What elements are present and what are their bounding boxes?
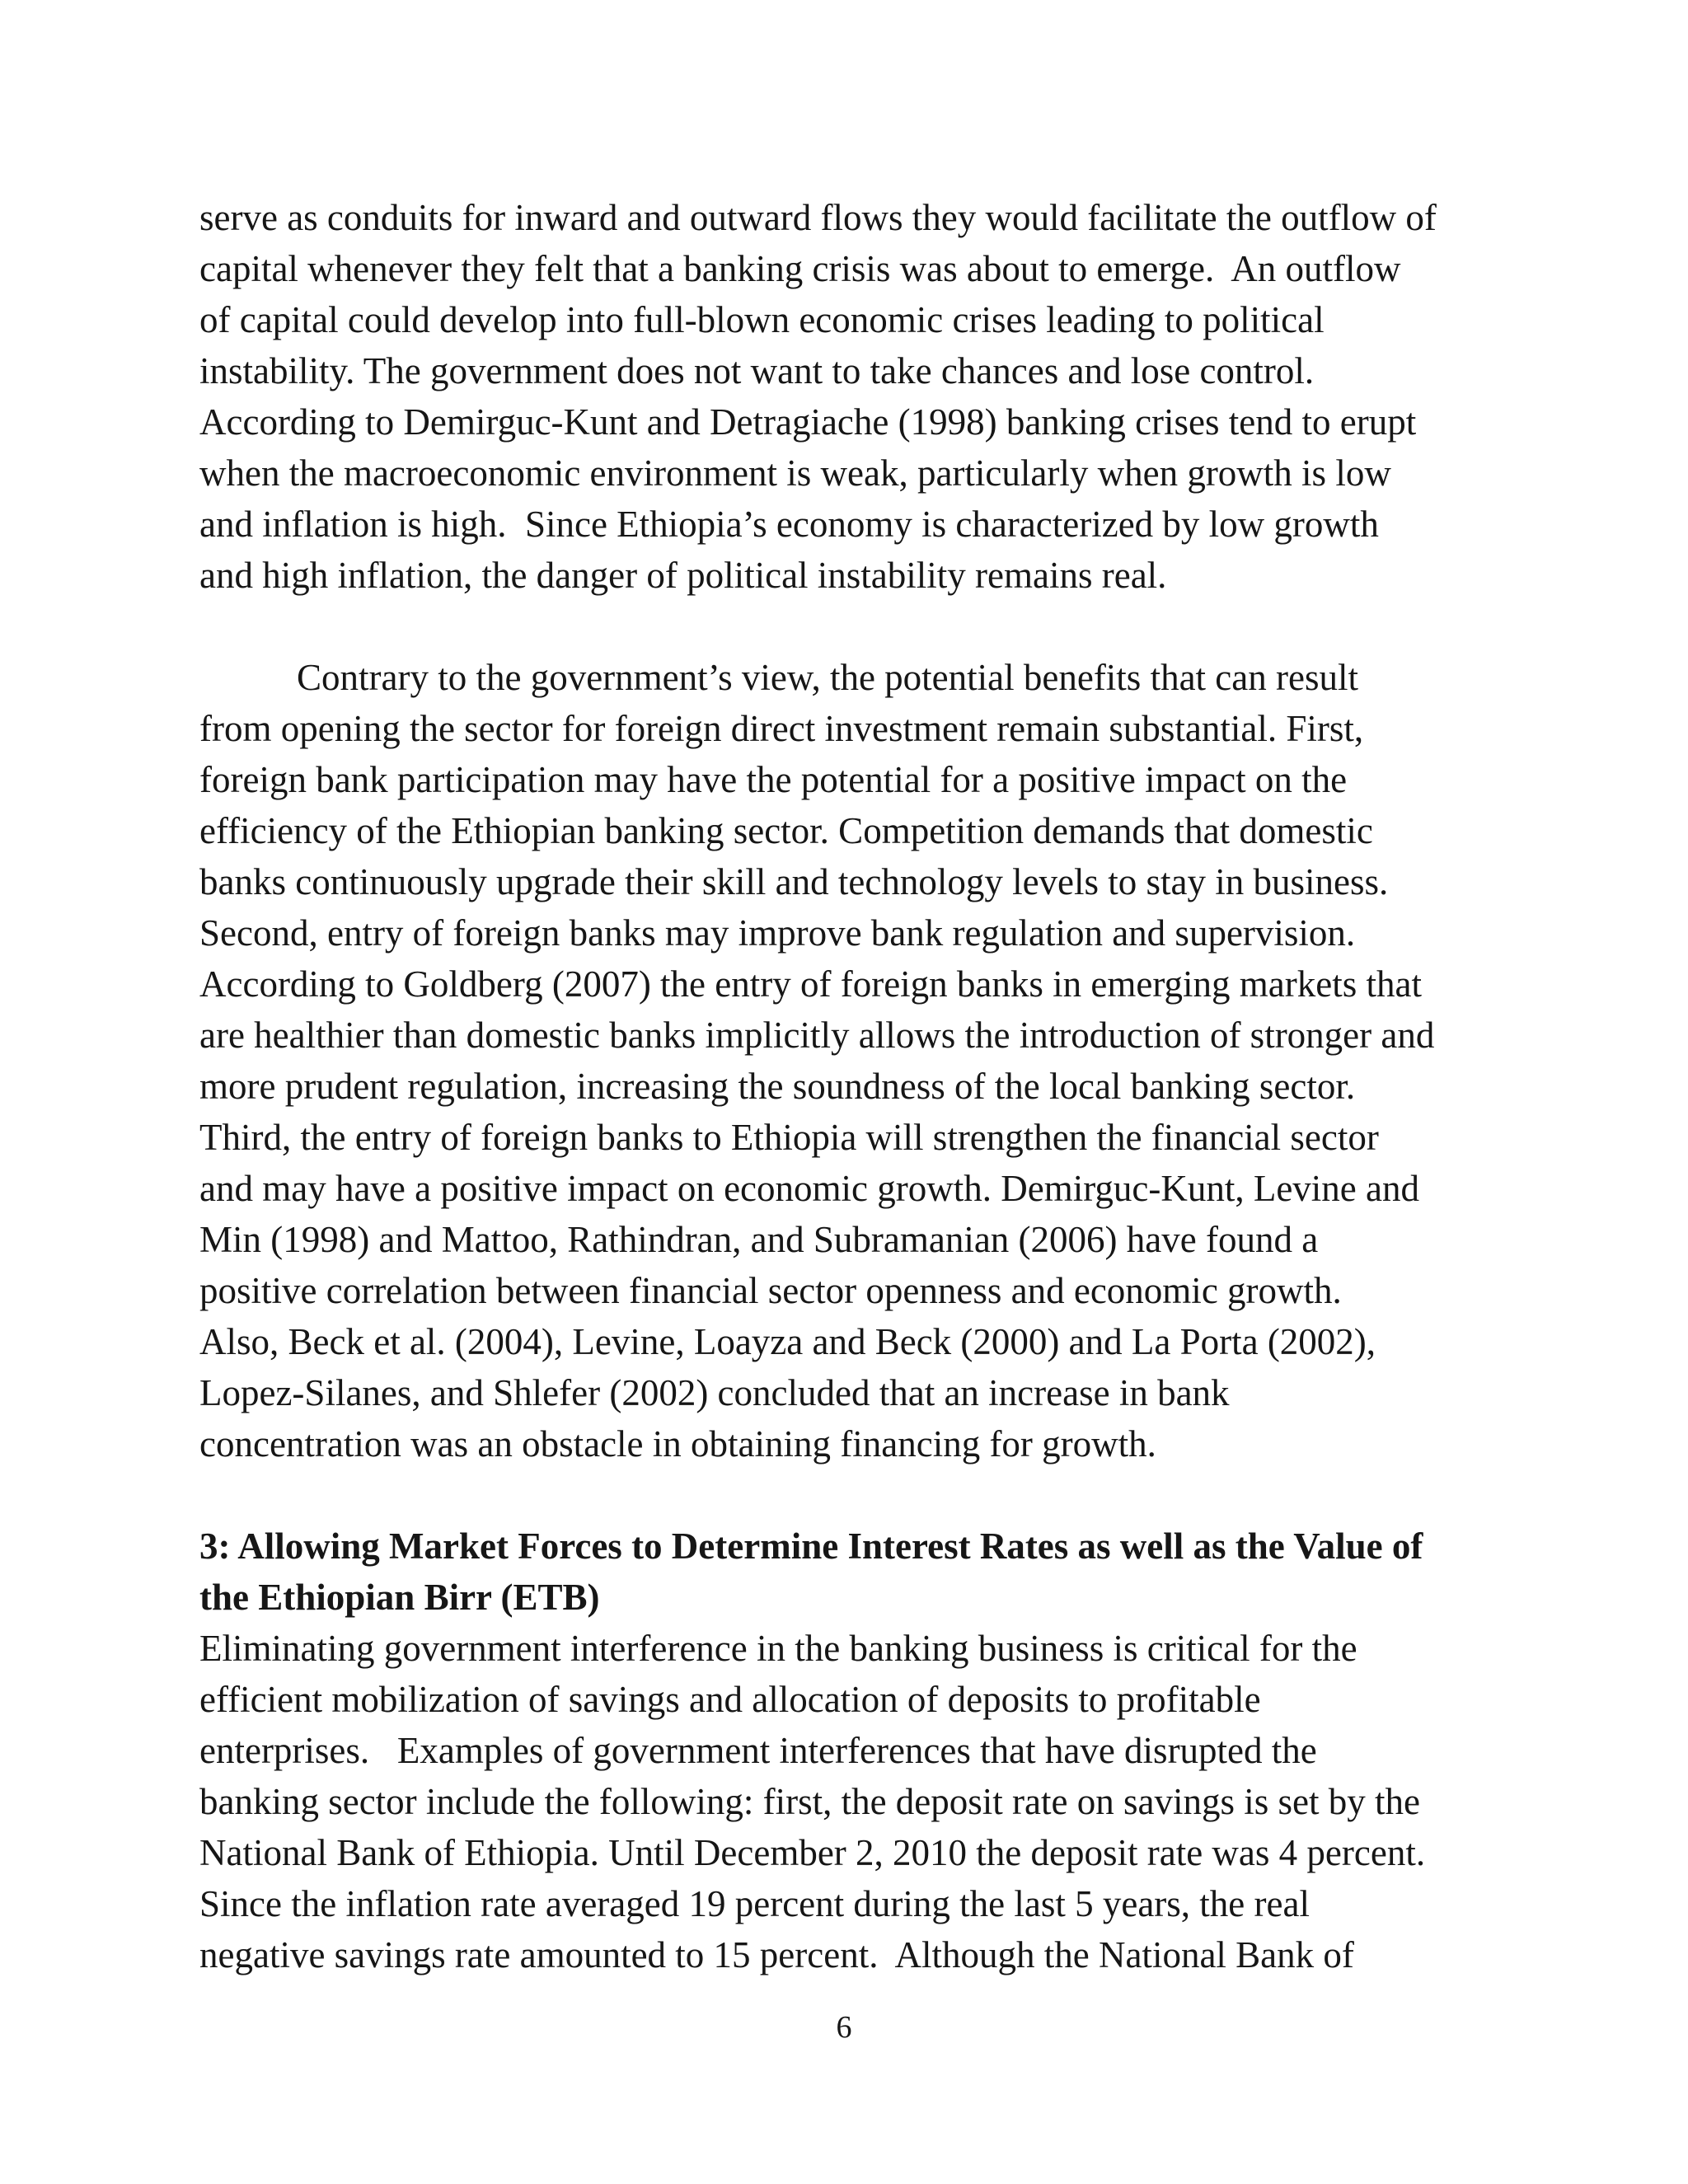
paragraph-1-line-2: capital whenever they felt that a banking crisis was about to emerge. An outflow [199, 248, 1401, 289]
section-3-line-5: National Bank of Ethiopia. Until December 2, 2010 the deposit rate was 4 percent. [199, 1832, 1426, 1873]
paragraph-2-line-16: concentration was an obstacle in obtaining financing for growth. [199, 1423, 1156, 1465]
section-3-line-1: Eliminating government interference in the banking business is critical for the [199, 1628, 1357, 1669]
paragraph-2-line-8: are healthier than domestic banks implicitly allows the introduction of stronger and [199, 1015, 1435, 1056]
paragraph-2-line-15: Lopez-Silanes, and Shlefer (2002) concluded that an increase in bank [199, 1372, 1230, 1413]
page-number: 6 [836, 2010, 852, 2045]
paragraph-2-line-5: banks continuously upgrade their skill and technology levels to stay in business. [199, 861, 1389, 902]
paragraph-2-line-3: foreign bank participation may have the potential for a positive impact on the [199, 759, 1348, 800]
paragraph-1-line-4: instability. The government does not want to take chances and lose control. [199, 350, 1315, 391]
paragraph-2-line-14: Also, Beck et al. (2004), Levine, Loayza and Beck (2000) and La Porta (2002), [199, 1321, 1376, 1362]
paragraph-1-line-5: According to Demirguc-Kunt and Detragiache (1998) banking crises tend to erupt [199, 401, 1417, 443]
paragraph-2-line-6: Second, entry of foreign banks may improve bank regulation and supervision. [199, 912, 1356, 954]
paragraph-2-line-2: from opening the sector for foreign direct investment remain substantial. First, [199, 708, 1364, 749]
section-3-line-2: efficient mobilization of savings and allocation of deposits to profitable [199, 1679, 1261, 1720]
paragraph-2-line-10: Third, the entry of foreign banks to Ethiopia will strengthen the financial sector [199, 1117, 1379, 1158]
section-3-heading-line-1: 3: Allowing Market Forces to Determine Interest Rates as well as the Value of [199, 1526, 1423, 1567]
paragraph-1-line-7: and inflation is high. Since Ethiopia’s economy is characterized by low growth [199, 504, 1379, 545]
section-3-line-4: banking sector include the following: first, the deposit rate on savings is set by the [199, 1781, 1420, 1822]
paragraph-2-line-1: Contrary to the government’s view, the potential benefits that can result [297, 657, 1358, 698]
paragraph-2-line-11: and may have a positive impact on economic growth. Demirguc-Kunt, Levine and [199, 1168, 1419, 1209]
paragraph-1-line-8: and high inflation, the danger of political instability remains real. [199, 555, 1167, 596]
paragraph-2-line-7: According to Goldberg (2007) the entry of foreign banks in emerging markets that [199, 963, 1422, 1005]
paragraph-2-line-12: Min (1998) and Mattoo, Rathindran, and Subramanian (2006) have found a [199, 1219, 1319, 1260]
paragraph-1-line-6: when the macroeconomic environment is weak, particularly when growth is low [199, 452, 1391, 494]
section-3-line-6: Since the inflation rate averaged 19 percent during the last 5 years, the real [199, 1883, 1310, 1924]
paragraph-1-line-1: serve as conduits for inward and outward flows they would facilitate the outflow of [199, 197, 1437, 238]
paragraph-2-line-4: efficiency of the Ethiopian banking sector. Competition demands that domestic [199, 810, 1373, 851]
section-3-line-7: negative savings rate amounted to 15 percent. Although the National Bank of [199, 1934, 1354, 1975]
paragraph-2-line-13: positive correlation between financial sector openness and economic growth. [199, 1270, 1342, 1311]
section-3-line-3: enterprises. Examples of government interferences that have disrupted the [199, 1730, 1317, 1771]
paragraph-1-line-3: of capital could develop into full-blown economic crises leading to political [199, 299, 1325, 340]
paragraph-2-line-9: more prudent regulation, increasing the soundness of the local banking sector. [199, 1066, 1356, 1107]
section-3-heading-line-2: the Ethiopian Birr (ETB) [199, 1577, 600, 1618]
